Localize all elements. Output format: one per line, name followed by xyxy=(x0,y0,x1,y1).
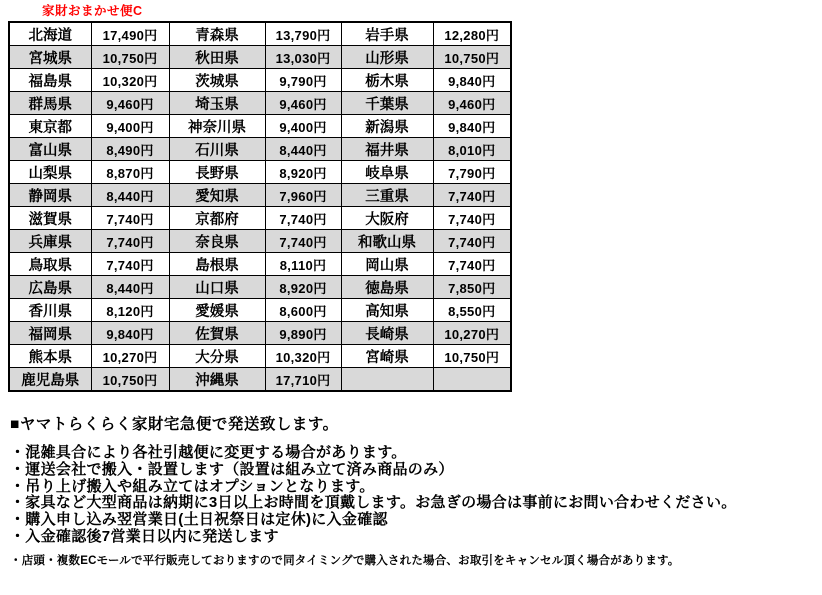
prefecture-cell: 茨城県 xyxy=(169,69,265,92)
prefecture-cell: 栃木県 xyxy=(341,69,433,92)
prefecture-cell: 神奈川県 xyxy=(169,115,265,138)
prefecture-cell: 三重県 xyxy=(341,184,433,207)
prefecture-cell: 岡山県 xyxy=(341,253,433,276)
price-cell: 12,280円 xyxy=(433,22,511,46)
prefecture-cell: 秋田県 xyxy=(169,46,265,69)
price-cell: 9,400円 xyxy=(265,115,341,138)
prefecture-cell: 島根県 xyxy=(169,253,265,276)
prefecture-cell: 徳島県 xyxy=(341,276,433,299)
prefecture-cell: 高知県 xyxy=(341,299,433,322)
price-cell: 7,740円 xyxy=(433,230,511,253)
prefecture-cell: 福島県 xyxy=(9,69,91,92)
table-row xyxy=(9,253,511,276)
prefecture-cell: 富山県 xyxy=(9,138,91,161)
price-cell: 8,550円 xyxy=(433,299,511,322)
prefecture-cell xyxy=(341,368,433,392)
price-cell: 7,960円 xyxy=(265,184,341,207)
price-cell: 9,890円 xyxy=(265,322,341,345)
small-note: ・店頭・複数ECモールで平行販売しておりますので同タイミングで購入された場合、お取引をキャンセル頂く場合があります。 xyxy=(10,554,680,567)
prefecture-cell: 山梨県 xyxy=(9,161,91,184)
price-cell: 10,750円 xyxy=(91,368,169,392)
prefecture-cell: 宮城県 xyxy=(9,46,91,69)
price-cell: 7,740円 xyxy=(433,184,511,207)
shipping-table-body xyxy=(9,22,511,391)
price-cell: 13,030円 xyxy=(265,46,341,69)
table-row xyxy=(9,230,511,253)
prefecture-cell: 兵庫県 xyxy=(9,230,91,253)
prefecture-cell: 北海道 xyxy=(9,22,91,46)
prefecture-cell: 大阪府 xyxy=(341,207,433,230)
price-cell: 10,320円 xyxy=(265,345,341,368)
price-cell xyxy=(433,368,511,392)
price-cell: 9,460円 xyxy=(265,92,341,115)
prefecture-cell: 埼玉県 xyxy=(169,92,265,115)
prefecture-cell: 鹿児島県 xyxy=(9,368,91,392)
prefecture-cell: 群馬県 xyxy=(9,92,91,115)
price-cell: 10,750円 xyxy=(433,345,511,368)
prefecture-cell: 熊本県 xyxy=(9,345,91,368)
price-cell: 7,740円 xyxy=(265,230,341,253)
table-row xyxy=(9,184,511,207)
table-row xyxy=(9,345,511,368)
page-title: 家財おまかせ便C xyxy=(42,4,143,18)
prefecture-cell: 山口県 xyxy=(169,276,265,299)
price-cell: 8,440円 xyxy=(91,184,169,207)
prefecture-cell: 新潟県 xyxy=(341,115,433,138)
prefecture-cell: 石川県 xyxy=(169,138,265,161)
price-cell: 9,790円 xyxy=(265,69,341,92)
price-cell: 10,270円 xyxy=(433,322,511,345)
table-row xyxy=(9,161,511,184)
price-cell: 8,920円 xyxy=(265,276,341,299)
price-cell: 9,840円 xyxy=(433,115,511,138)
note-bullet: ・購入申し込み翌営業日(土日祝祭日は定休)に入金確認 xyxy=(10,511,388,529)
price-cell: 8,870円 xyxy=(91,161,169,184)
prefecture-cell: 和歌山県 xyxy=(341,230,433,253)
table-row xyxy=(9,115,511,138)
prefecture-cell: 滋賀県 xyxy=(9,207,91,230)
price-cell: 8,110円 xyxy=(265,253,341,276)
notes-section xyxy=(10,416,822,568)
table-row xyxy=(9,299,511,322)
prefecture-cell: 静岡県 xyxy=(9,184,91,207)
prefecture-cell: 愛媛県 xyxy=(169,299,265,322)
prefecture-cell: 岐阜県 xyxy=(341,161,433,184)
prefecture-cell: 福岡県 xyxy=(9,322,91,345)
note-bullet: ・混雑具合により各社引越便に変更する場合があります。 xyxy=(10,444,407,461)
price-cell: 10,320円 xyxy=(91,69,169,92)
table-row xyxy=(9,368,511,392)
prefecture-cell: 東京都 xyxy=(9,115,91,138)
price-cell: 9,400円 xyxy=(91,115,169,138)
prefecture-cell: 愛知県 xyxy=(169,184,265,207)
price-cell: 9,460円 xyxy=(433,92,511,115)
prefecture-cell: 山形県 xyxy=(341,46,433,69)
note-bullet: ・家具など大型商品は納期に3日以上お時間を頂戴します。お急ぎの場合は事前にお問い合わせください。 xyxy=(10,494,737,512)
prefecture-cell: 佐賀県 xyxy=(169,322,265,345)
price-cell: 8,010円 xyxy=(433,138,511,161)
note-bullet: ・運送会社で搬入・設置します（設置は組み立て済み商品のみ） xyxy=(10,460,454,478)
price-cell: 8,440円 xyxy=(91,276,169,299)
prefecture-cell: 岩手県 xyxy=(341,22,433,46)
price-cell: 8,490円 xyxy=(91,138,169,161)
prefecture-cell: 千葉県 xyxy=(341,92,433,115)
notes-bullet-list xyxy=(10,445,822,546)
table-row xyxy=(9,322,511,345)
note-bullet: ・入金確認後7営業日以内に発送します xyxy=(10,527,279,545)
price-cell: 17,490円 xyxy=(91,22,169,46)
prefecture-cell: 奈良県 xyxy=(169,230,265,253)
prefecture-cell: 香川県 xyxy=(9,299,91,322)
price-cell: 9,840円 xyxy=(433,69,511,92)
prefecture-cell: 鳥取県 xyxy=(9,253,91,276)
prefecture-cell: 京都府 xyxy=(169,207,265,230)
price-cell: 7,740円 xyxy=(91,253,169,276)
price-cell: 8,120円 xyxy=(91,299,169,322)
shipping-info-page xyxy=(0,4,822,595)
price-cell: 7,740円 xyxy=(433,253,511,276)
price-cell: 7,740円 xyxy=(91,207,169,230)
price-cell: 7,790円 xyxy=(433,161,511,184)
price-cell: 10,750円 xyxy=(91,46,169,69)
price-cell: 7,740円 xyxy=(265,207,341,230)
price-cell: 17,710円 xyxy=(265,368,341,392)
table-row xyxy=(9,207,511,230)
price-cell: 9,460円 xyxy=(91,92,169,115)
price-cell: 9,840円 xyxy=(91,322,169,345)
price-cell: 8,440円 xyxy=(265,138,341,161)
table-row xyxy=(9,138,511,161)
prefecture-cell: 長野県 xyxy=(169,161,265,184)
table-row xyxy=(9,69,511,92)
price-cell: 7,740円 xyxy=(433,207,511,230)
shipping-fee-table xyxy=(8,21,512,392)
prefecture-cell: 宮崎県 xyxy=(341,345,433,368)
prefecture-cell: 大分県 xyxy=(169,345,265,368)
note-bullet: ・吊り上げ搬入や組み立てはオプションとなります。 xyxy=(10,477,375,495)
prefecture-cell: 広島県 xyxy=(9,276,91,299)
prefecture-cell: 福井県 xyxy=(341,138,433,161)
price-cell: 13,790円 xyxy=(265,22,341,46)
table-row xyxy=(9,276,511,299)
price-cell: 10,270円 xyxy=(91,345,169,368)
price-cell: 8,600円 xyxy=(265,299,341,322)
table-row xyxy=(9,22,511,46)
notes-heading: ■ヤマトらくらく家財宅急便で発送致します。 xyxy=(10,416,339,433)
table-row xyxy=(9,92,511,115)
price-cell: 7,850円 xyxy=(433,276,511,299)
price-cell: 7,740円 xyxy=(91,230,169,253)
table-row xyxy=(9,46,511,69)
prefecture-cell: 沖縄県 xyxy=(169,368,265,392)
price-cell: 10,750円 xyxy=(433,46,511,69)
prefecture-cell: 長崎県 xyxy=(341,322,433,345)
prefecture-cell: 青森県 xyxy=(169,22,265,46)
price-cell: 8,920円 xyxy=(265,161,341,184)
